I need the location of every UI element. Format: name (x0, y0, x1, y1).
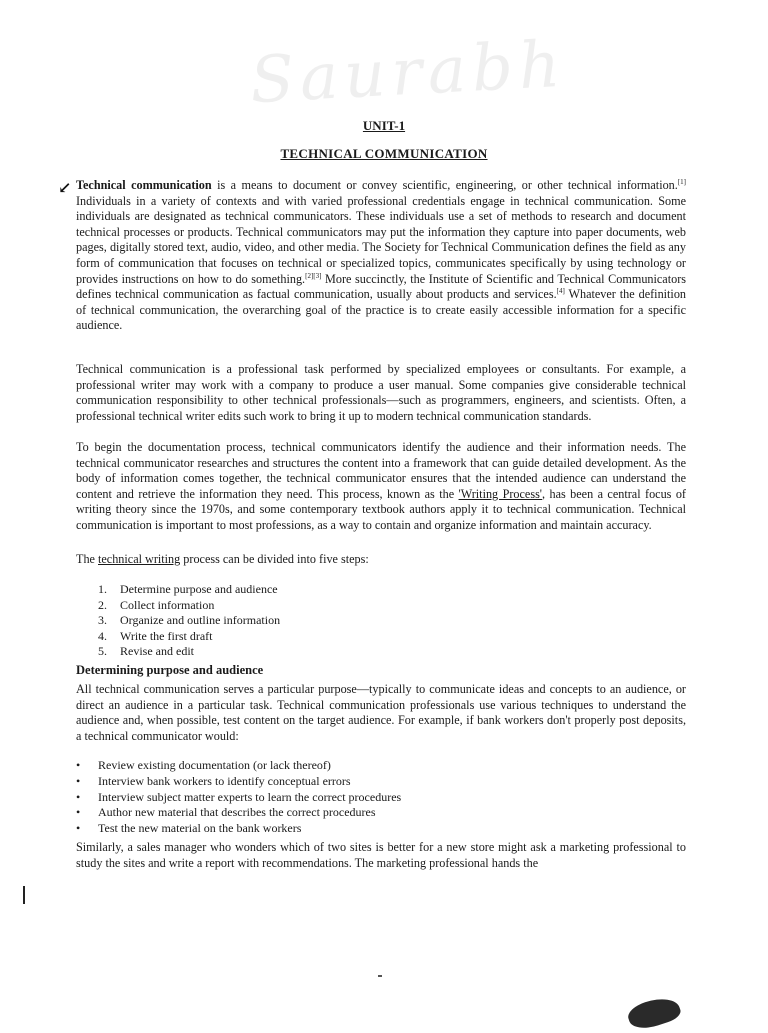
citation-ref: [4] (556, 287, 565, 296)
list-item (98, 613, 280, 629)
scan-speck (378, 975, 382, 977)
paragraph-text: process can be divided into five steps: (180, 552, 369, 566)
writing-process-link[interactable]: 'Writing Process' (458, 486, 543, 501)
list-item-text: Interview bank workers to identify conceptual errors (98, 773, 351, 788)
paragraph-steps-intro (76, 552, 686, 568)
pen-tick-mark: ↙ (58, 180, 72, 197)
paragraph-sales-example: Similarly, a sales manager who wonders which of two sites is better for a new store might ask a marketing professional to study the sites and write a report with recommendations. The marketing professional hands the (76, 840, 686, 870)
list-item-text: Organize and outline information (120, 613, 281, 628)
list-number: 4. (98, 628, 107, 643)
bullet-icon: • (76, 789, 81, 804)
list-item-text: Determine purpose and audience (120, 582, 278, 596)
margin-pen-mark (23, 886, 25, 904)
bullet-icon: • (76, 773, 81, 788)
list-item-text: Revise and edit (120, 644, 194, 659)
list-item-text: Test the new material on the bank workers (98, 821, 302, 836)
list-item (76, 774, 401, 790)
bullet-icon: • (76, 821, 81, 836)
paragraph-documentation-process (76, 440, 686, 534)
list-item (98, 598, 280, 614)
bullet-icon: • (76, 805, 81, 820)
paragraph-purpose: All technical communication serves a particular purpose—typically to communicate ideas and concepts to an audience, or direct an audience in a particular task. Technical communication professionals use various techniques to understand the audience and, when possible, test content on the target audience. For example, if bank workers don't properly post deposits, a technical communicator would: (76, 682, 686, 743)
list-item (76, 821, 401, 837)
list-number: 3. (98, 613, 107, 628)
list-item (76, 758, 401, 774)
ink-blot (625, 993, 682, 1033)
technical-writing-link[interactable]: technical writing (98, 552, 181, 566)
list-item (76, 805, 401, 821)
list-item-text: Interview subject matter experts to learn the correct procedures (98, 789, 402, 804)
paragraph-text: To begin the documentation process, technical communicators identify the audience and their information needs. The technical communicator researches and structures the content into a framework that can guide detailed development. As the body of information comes together, the technical communicator ensures that the intended audience can understand the content and retrieve the information they need. This process, known as the (76, 440, 686, 501)
paragraph-text: More succinctly, the Institute of Scientific and Technical Communicators defines technical communication as factual communication, usually about products and services. (76, 271, 686, 302)
list-item (98, 644, 280, 660)
list-item-text: Author new material that describes the correct procedures (98, 805, 376, 820)
paragraph-text: is a means to document or convey scientific, engineering, or other technical information. (211, 178, 678, 192)
section-subheading: Determining purpose and audience (76, 663, 264, 677)
steps-list (98, 582, 280, 660)
list-item (76, 790, 401, 806)
paragraph-text: Whatever the definition of technical communication, the overarching goal of the practice is to create easily accessible information for a specific audience. (76, 287, 687, 333)
handwritten-watermark: Saurabh (248, 27, 568, 119)
paragraph-professional-task: Technical communication is a professional task performed by specialized employees or consultants. For example, a professional writer may work with a company to produce a user manual. Some companies give considerable technical communication responsibility to other technical professionals—such as programmers, engineers, and scientists. Often, a professional technical writer edits such work to bring it up to modern technical communication standards. (76, 362, 686, 423)
list-item-text: Review existing documentation (or lack thereof) (98, 758, 331, 772)
list-item-text: Write the first draft (120, 628, 213, 643)
citation-ref: [2][3] (305, 271, 322, 280)
paragraph-text: The (76, 552, 98, 566)
bullet-list (76, 758, 401, 837)
list-item (98, 582, 280, 598)
list-number: 2. (98, 597, 107, 612)
list-number: 5. (98, 644, 107, 659)
bullet-icon: • (76, 758, 81, 772)
list-item-text: Collect information (120, 597, 215, 612)
lead-term: Technical communication (76, 178, 212, 192)
page-title: TECHNICAL COMMUNICATION (280, 146, 488, 161)
list-number: 1. (98, 582, 107, 596)
citation-ref: [1] (677, 177, 686, 186)
paragraph-text: Individuals in a variety of contexts and with varied professional credentials engage in technical communication. Some individuals are designated as technical communicators. These individuals use a set of methods to research and document technical processes or products. Technical communicators may put the information they capture into paper documents, web pages, digitally stored text, audio, video, and other media. The Society for Technical Communication defines the field as any form of communication that focuses on technical or specialized topics, communicates specifically by using technology or provides instructions on how to do something. (76, 193, 686, 286)
paragraph-text: , has been a central focus of writing theory since the 1970s, and some contemporary textbook authors apply it to technical communication. Technical communication is important to most professions, as a way to contain and organize information and maintain accuracy. (76, 486, 686, 532)
list-item (98, 629, 280, 645)
paragraph-intro (76, 178, 686, 334)
unit-heading: UNIT-1 (362, 118, 406, 133)
